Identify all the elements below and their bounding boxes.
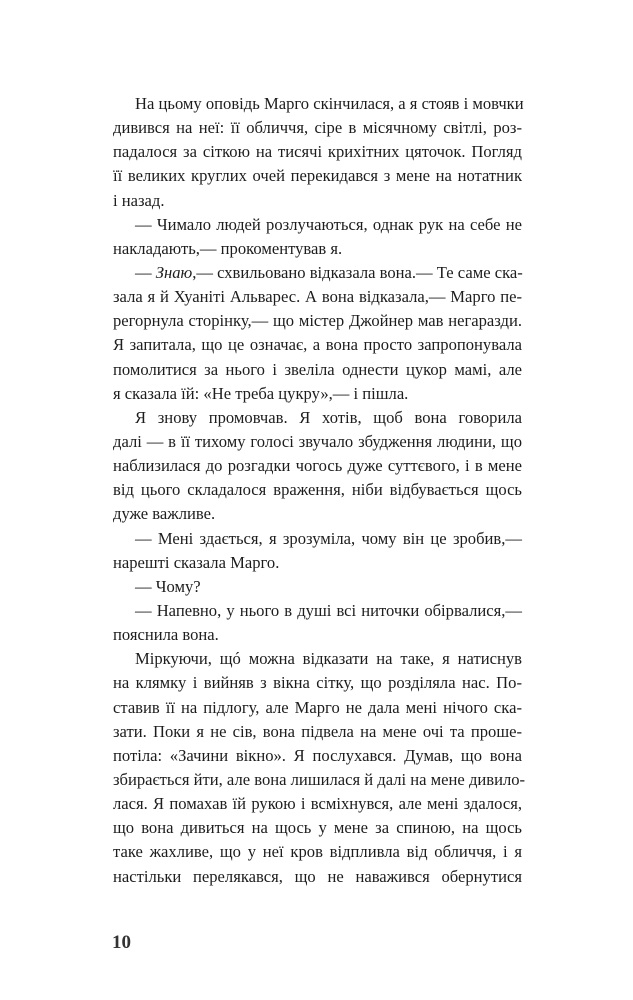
text-line: і назад. (113, 190, 165, 210)
emphasized-text: Знаю (155, 262, 193, 282)
text-line: — Чимало людей розлучаються, однак рук на себе не (135, 214, 522, 234)
text-line: — Чому? (135, 576, 201, 596)
text-line: потіла: «Зачини вікно». Я послухався. Думав, що вона (113, 745, 522, 765)
text-line: зати. Поки я не сів, вона підвела на мене очі та проше- (113, 721, 522, 741)
text-line: Я знову промовчав. Я хотів, щоб вона говорила (135, 407, 522, 427)
paragraph (113, 92, 522, 213)
text-line: я сказала їй: «Не треба цукру»,— і пішла. (113, 383, 409, 403)
text-line: дивився на неї: її обличчя, сіре в місячному світлі, роз- (113, 118, 522, 138)
text-span: ,— схвильовано відказала вона.— Те саме ска- (192, 262, 523, 282)
text-line: настільки перелякався, що не наважився обернутися (113, 866, 522, 886)
paragraph (113, 213, 522, 261)
text-line: Міркуючи, щó можна відказати на таке, я натиснув (135, 649, 522, 669)
text-line (113, 261, 522, 285)
text-line: наблизилася до розгадки чогось дуже суттєвого, і в мене (113, 456, 522, 476)
text-line: — Напевно, у нього в душі всі ниточки обірвалися,— (135, 600, 522, 620)
book-page-text (113, 92, 526, 889)
text-line: — Мені здається, я зрозуміла, чому він це зробив,— (135, 528, 522, 548)
text-line: її великих круглих очей перекидався з мене на нотатник (113, 166, 522, 186)
text-line: На цьому оповідь Марго скінчилася, а я стояв і мовчки (135, 94, 524, 113)
paragraph (113, 527, 522, 575)
text-line: таке жахливе, що у неї кров відпливла від обличчя, і я (113, 842, 522, 862)
text-line: помолитися за нього і звеліла однести цукор мамі, але (113, 359, 522, 379)
text-span: — (135, 262, 156, 282)
text-line: падалося за сіткою на тисячі крихітних цяточок. Погляд (113, 142, 522, 162)
text-line: далі — в її тихому голосі звучало збудження людини, що (113, 431, 522, 451)
text-line: дуже важливе. (113, 504, 216, 524)
text-line: нарешті сказала Марго. (113, 552, 280, 572)
text-line: що вона дивиться на щось у мене за спиною, на щось (113, 818, 522, 838)
page-number: 10 (112, 932, 131, 953)
paragraph (113, 647, 526, 888)
text-line: від цього складалося враження, ніби відбувається щось (113, 480, 522, 500)
text-line: пояснила вона. (113, 625, 219, 645)
text-line: регорнула сторінку,— що містер Джойнер мав негаразди. (113, 311, 522, 331)
text-line: на клямку і вийняв з вікна сітку, що розділяла нас. По- (113, 673, 522, 693)
paragraph (113, 261, 522, 406)
text-line: збирається йти, але вона лишилася й далі на мене дивило- (113, 769, 526, 789)
text-line: лася. Я помахав їй рукою і всміхнувся, але мені здалося, (113, 794, 522, 814)
paragraph (113, 406, 522, 527)
paragraph (113, 575, 522, 599)
paragraph (113, 599, 522, 647)
text-line: ставив її на підлогу, але Марго не дала мені нічого ска- (113, 697, 522, 717)
text-line: Я запитала, що це означає, а вона просто запропонувала (113, 335, 522, 355)
text-line: накладають,— прокоментував я. (113, 238, 343, 258)
text-line: зала я й Хуаніті Альварес. А вона відказала,— Марго пе- (113, 287, 522, 307)
